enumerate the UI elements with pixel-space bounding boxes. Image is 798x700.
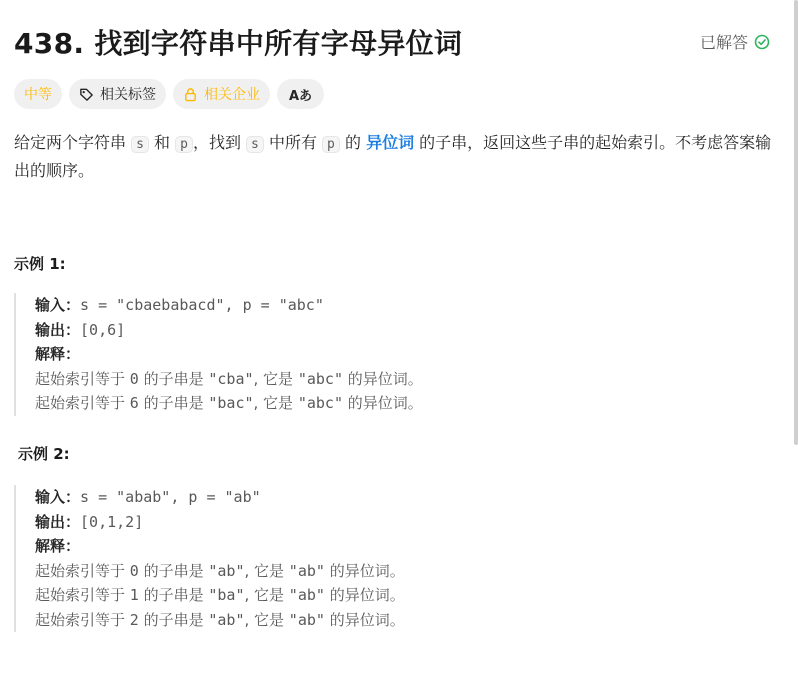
desc-text: ，找到 — [192, 133, 247, 152]
desc-text: 的 — [339, 133, 367, 152]
output-label: 输出： — [35, 512, 81, 531]
solved-label: 已解答 — [699, 33, 748, 52]
scrollbar[interactable] — [794, 0, 798, 445]
explain-label: 解释： — [35, 345, 81, 363]
output-label: 输出： — [35, 320, 81, 339]
solved-status[interactable] — [700, 30, 770, 53]
example-2-block — [14, 485, 405, 632]
output-value: [0,6] — [80, 320, 126, 339]
inline-code-p: p — [322, 136, 340, 153]
desc-text: 的子串，返回这些子串的起始索引。不考虑答案输出的顺序。 — [14, 133, 772, 180]
title-row — [14, 22, 770, 62]
difficulty-label: 中等 — [24, 87, 52, 103]
problem-title: 438. 找到字符串中所有字母异位词 — [14, 27, 463, 60]
desc-text: 中所有 — [263, 133, 323, 152]
example-output-line — [35, 318, 423, 343]
explain-detail-line: 起始索引等于 6 的子串是 "bac", 它是 "abc" 的异位词。 — [35, 394, 423, 412]
related-company-label: 相关企业 — [204, 87, 260, 103]
check-circle-icon — [754, 34, 770, 50]
example-1-title: 示例 1: — [14, 255, 66, 273]
input-value: s = "cbaebabacd", p = "abc" — [80, 296, 324, 314]
lock-icon — [183, 87, 198, 102]
explain-detail-line: 起始索引等于 1 的子串是 "ba", 它是 "ab" 的异位词。 — [35, 586, 405, 604]
example-1-block — [14, 293, 423, 416]
explain-label: 解释： — [35, 537, 81, 555]
explain-detail-line: 起始索引等于 0 的子串是 "ab", 它是 "ab" 的异位词。 — [35, 561, 405, 580]
tag-icon — [79, 87, 94, 102]
difficulty-badge — [14, 79, 62, 109]
problem-description — [14, 130, 782, 184]
translate-icon: Aあ — [289, 88, 313, 104]
related-company-button[interactable] — [173, 79, 270, 109]
output-value: [0,1,2] — [80, 512, 144, 531]
desc-text: 和 — [148, 133, 176, 152]
related-tags-label: 相关标签 — [100, 87, 156, 103]
anagram-link[interactable]: 异位词 — [366, 133, 415, 152]
inline-code-s: s — [131, 136, 149, 153]
desc-text: 给定两个字符串 — [14, 133, 132, 152]
explain-detail-line: 起始索引等于 0 的子串是 "cba", 它是 "abc" 的异位词。 — [35, 369, 423, 388]
input-label: 输入： — [35, 296, 81, 314]
example-output-line — [35, 510, 405, 535]
example-explain-line — [35, 534, 405, 559]
example-explain-line — [35, 342, 423, 367]
example-input-line — [35, 293, 423, 318]
input-value: s = "abab", p = "ab" — [80, 488, 261, 506]
explain-detail-line: 起始索引等于 2 的子串是 "ab", 它是 "ab" 的异位词。 — [35, 610, 405, 629]
inline-code-s: s — [246, 136, 264, 153]
input-label: 输入： — [35, 488, 81, 506]
inline-code-p: p — [175, 136, 193, 153]
example-2-title: 示例 2: — [18, 445, 70, 463]
related-tags-button[interactable] — [69, 79, 166, 109]
tag-bar — [14, 79, 324, 109]
translate-button[interactable] — [277, 79, 324, 109]
example-input-line — [35, 485, 405, 510]
